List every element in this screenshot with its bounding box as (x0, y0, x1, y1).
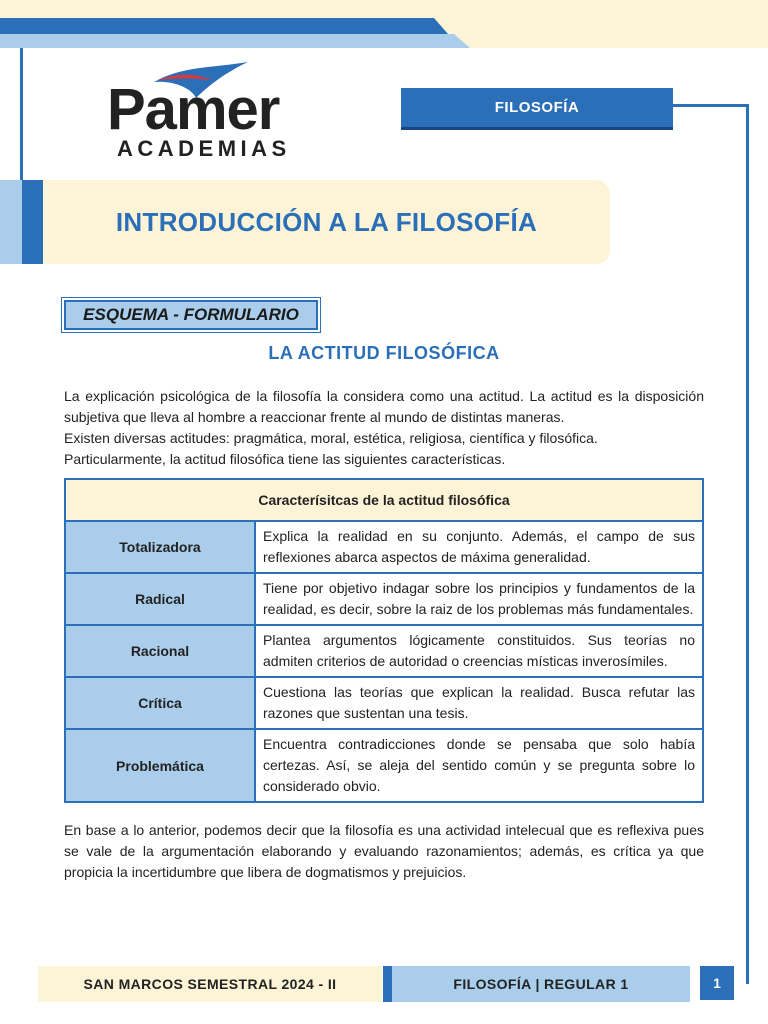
subject-tab: FILOSOFÍA (401, 88, 673, 130)
brand-logo-name: Pamer (107, 77, 280, 142)
characteristic-description: Explica la realidad en su conjunto. Además, el campo de sus reflexiones abarca aspectos de máxima generalidad. (255, 521, 703, 573)
section-title: LA ACTITUD FILOSÓFICA (268, 343, 500, 363)
intro-paragraph: Existen diversas actitudes: pragmática, moral, estética, religiosa, científica y filosófica. (64, 430, 598, 446)
footer-separator (383, 966, 392, 1002)
frame-line-left (20, 48, 23, 180)
top-decor-stripe-dark (0, 18, 448, 34)
table-row (65, 573, 703, 625)
conclusion-text: En base a lo anterior, podemos decir que la filosofía es una actividad intelecual que es reflexiva pues se vale de la argumentación elaborando y evaluando razonamientos; además, es crítica ya que propicia la incertidumbre que libera de dogmatismos y prejuicios. (64, 822, 704, 880)
section-label: ESQUEMA - FORMULARIO (64, 300, 318, 330)
brand-logo-subtitle: ACADEMIAS (117, 136, 291, 161)
table-header-row (65, 479, 703, 521)
characteristic-name: Crítica (65, 677, 255, 729)
characteristics-table (64, 478, 704, 803)
title-accent-light (0, 180, 22, 264)
characteristic-name: Radical (65, 573, 255, 625)
characteristic-description: Plantea argumentos lógicamente constituidos. Sus teorías no admiten criterios de autoridad o creencias místicas inverosímiles. (255, 625, 703, 677)
intro-text (64, 386, 704, 470)
top-decor-stripe-light (0, 34, 470, 48)
title-accent-dark (22, 180, 43, 264)
characteristic-name: Totalizadora (65, 521, 255, 573)
frame-line-right (746, 104, 749, 984)
characteristic-description: Encuentra contradicciones donde se pensaba que solo había certezas. Así, se aleja del sentido común y se pregunta sobre lo considerado obvio. (255, 729, 703, 802)
intro-paragraph: La explicación psicológica de la filosofía la considera como una actitud. La actitud es la disposición subjetiva que lleva al hombre a reaccionar frente al mundo de distintas maneras. (64, 388, 704, 425)
characteristic-description: Tiene por objetivo indagar sobre los principios y fundamentos de la realidad, es decir, sobre la raiz de los problemas más fundamentales. (255, 573, 703, 625)
characteristic-description: Cuestiona las teorías que explican la realidad. Busca refutar las razones que sustentan una tesis. (255, 677, 703, 729)
frame-line-top-right (672, 104, 749, 107)
table-row (65, 729, 703, 802)
table-header: Caracterísitcas de la actitud filosófica (65, 479, 703, 521)
page-number: 1 (700, 966, 734, 1000)
footer-course: SAN MARCOS SEMESTRAL 2024 - II (38, 966, 382, 1002)
title-banner (43, 180, 610, 264)
table-row (65, 521, 703, 573)
footer-subject: FILOSOFÍA | REGULAR 1 (392, 966, 690, 1002)
characteristic-name: Problemática (65, 729, 255, 802)
table-row (65, 625, 703, 677)
page-title: INTRODUCCIÓN A LA FILOSOFÍA (115, 206, 538, 237)
intro-paragraph: Particularmente, la actitud filosófica tiene las siguientes características. (64, 451, 506, 467)
characteristic-name: Racional (65, 625, 255, 677)
table-row (65, 677, 703, 729)
